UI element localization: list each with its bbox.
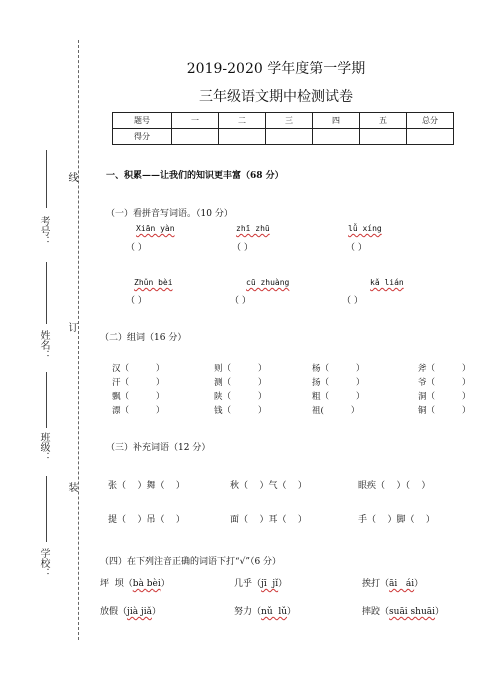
q2-item[interactable]: 铜（ ）: [418, 406, 471, 416]
q3-title: （三）补充词语（12 分）: [106, 443, 211, 453]
q4-item[interactable]: 坪 坝（bà bèi）: [100, 579, 170, 589]
binding-dashed-line: [78, 40, 79, 640]
q1-pinyin-6: kǎ lián: [370, 278, 404, 287]
q3-item[interactable]: 张（ ）舞（ ）: [108, 481, 185, 491]
q3-item[interactable]: 面（ ）耳（ ）: [230, 515, 307, 525]
q2-item[interactable]: 汗（ ）: [112, 378, 165, 388]
q4-item[interactable]: 几乎（jī jǐ）: [234, 579, 288, 589]
q2-item[interactable]: 祖( ）: [312, 406, 360, 416]
q4-item[interactable]: 摔跤（suāi shuāi）: [362, 607, 445, 617]
q3-item[interactable]: 秋（ ）气（ ）: [230, 481, 307, 491]
score-header-cell: 四: [313, 113, 360, 129]
q1-answer-6[interactable]: （ ）: [342, 296, 363, 306]
q3-item[interactable]: 手（ ）脚（ ）: [358, 515, 435, 525]
q2-title: （二）组词（16 分）: [100, 333, 187, 343]
q4-item[interactable]: 放假（jià jiǎ）: [100, 607, 161, 617]
margin-kaohao: 考号：: [38, 216, 49, 246]
q2-item[interactable]: 陕（ ）: [214, 392, 267, 402]
kaohao-line: [46, 150, 47, 208]
q1-pinyin-3: lǚ xíng: [348, 224, 382, 233]
score-input-cell[interactable]: [266, 129, 313, 145]
margin-xian: 线: [66, 172, 77, 182]
score-header-cell: 二: [219, 113, 266, 129]
score-header-cell: 总分: [407, 113, 454, 129]
q2-item[interactable]: 粗（ ）: [312, 392, 365, 402]
exam-title: 三年级语文期中检测试卷: [199, 89, 353, 105]
xingming-line: [46, 262, 47, 324]
margin-xuexiao: 学校：: [38, 548, 49, 578]
banji-line: [46, 372, 47, 428]
score-table: [112, 112, 454, 145]
q1-pinyin-4: Zhǔn bèi: [134, 278, 173, 287]
q4-title: （四）在下列注音正确的词语下打“√”（6 分）: [100, 557, 282, 567]
q1-pinyin-1: Xiān yàn: [136, 224, 175, 233]
q2-item[interactable]: 飘（ ）: [112, 392, 165, 402]
q1-answer-2[interactable]: （ ）: [232, 243, 253, 253]
score-header-cell: 三: [266, 113, 313, 129]
score-input-cell[interactable]: [407, 129, 454, 145]
q2-item[interactable]: 汉（ ）: [112, 364, 165, 374]
score-input-cell[interactable]: [313, 129, 360, 145]
q3-item[interactable]: 眼疾（ ）（ ）: [358, 481, 431, 491]
q2-item[interactable]: 爷（ ）: [418, 378, 471, 388]
margin-zhuang: 装: [66, 482, 77, 492]
margin-banji: 班级：: [38, 432, 49, 462]
score-header-cell: 一: [172, 113, 219, 129]
q2-item[interactable]: 漂（ ）: [112, 406, 165, 416]
score-header-cell: 五: [360, 113, 407, 129]
score-header-cell: 题号: [113, 113, 172, 129]
q1-answer-4[interactable]: （ ）: [126, 296, 147, 306]
q1-pinyin-5: cū zhuàng: [246, 278, 290, 287]
q4-item[interactable]: 努力（nǔ lǔ）: [234, 607, 297, 617]
q1-answer-3[interactable]: （ ）: [346, 243, 367, 253]
xuexiao-line: [46, 476, 47, 542]
q2-item[interactable]: 钱（ ）: [214, 406, 267, 416]
q2-item[interactable]: 斧（ ）: [418, 364, 471, 374]
q1-answer-1[interactable]: （ ）: [126, 243, 147, 253]
q2-item[interactable]: 则（ ）: [214, 364, 267, 374]
score-row-label: 得分: [113, 129, 172, 145]
q3-item[interactable]: 提（ ）吊（ ）: [108, 515, 185, 525]
q1-pinyin-2: zhī zhū: [236, 224, 270, 233]
q4-item[interactable]: 挨打（āi ái）: [362, 579, 424, 589]
q2-item[interactable]: 洞（ ）: [418, 392, 471, 402]
score-input-cell[interactable]: [360, 129, 407, 145]
margin-xingming: 姓名：: [38, 330, 49, 360]
q2-item[interactable]: 测（ ）: [214, 378, 267, 388]
score-input-cell[interactable]: [172, 129, 219, 145]
q2-item[interactable]: 扬（ ）: [312, 378, 365, 388]
q1-answer-5[interactable]: （ ）: [230, 296, 251, 306]
q1-title: （一）看拼音写词语。（10 分）: [106, 209, 233, 219]
score-input-cell[interactable]: [219, 129, 266, 145]
section1-title: 一、积累——让我们的知识更丰富（68 分）: [106, 171, 284, 181]
exam-year: 2019-2020 学年度第一学期: [186, 61, 366, 77]
q2-item[interactable]: 杨（ ）: [312, 364, 365, 374]
margin-ding: 订: [66, 322, 77, 332]
